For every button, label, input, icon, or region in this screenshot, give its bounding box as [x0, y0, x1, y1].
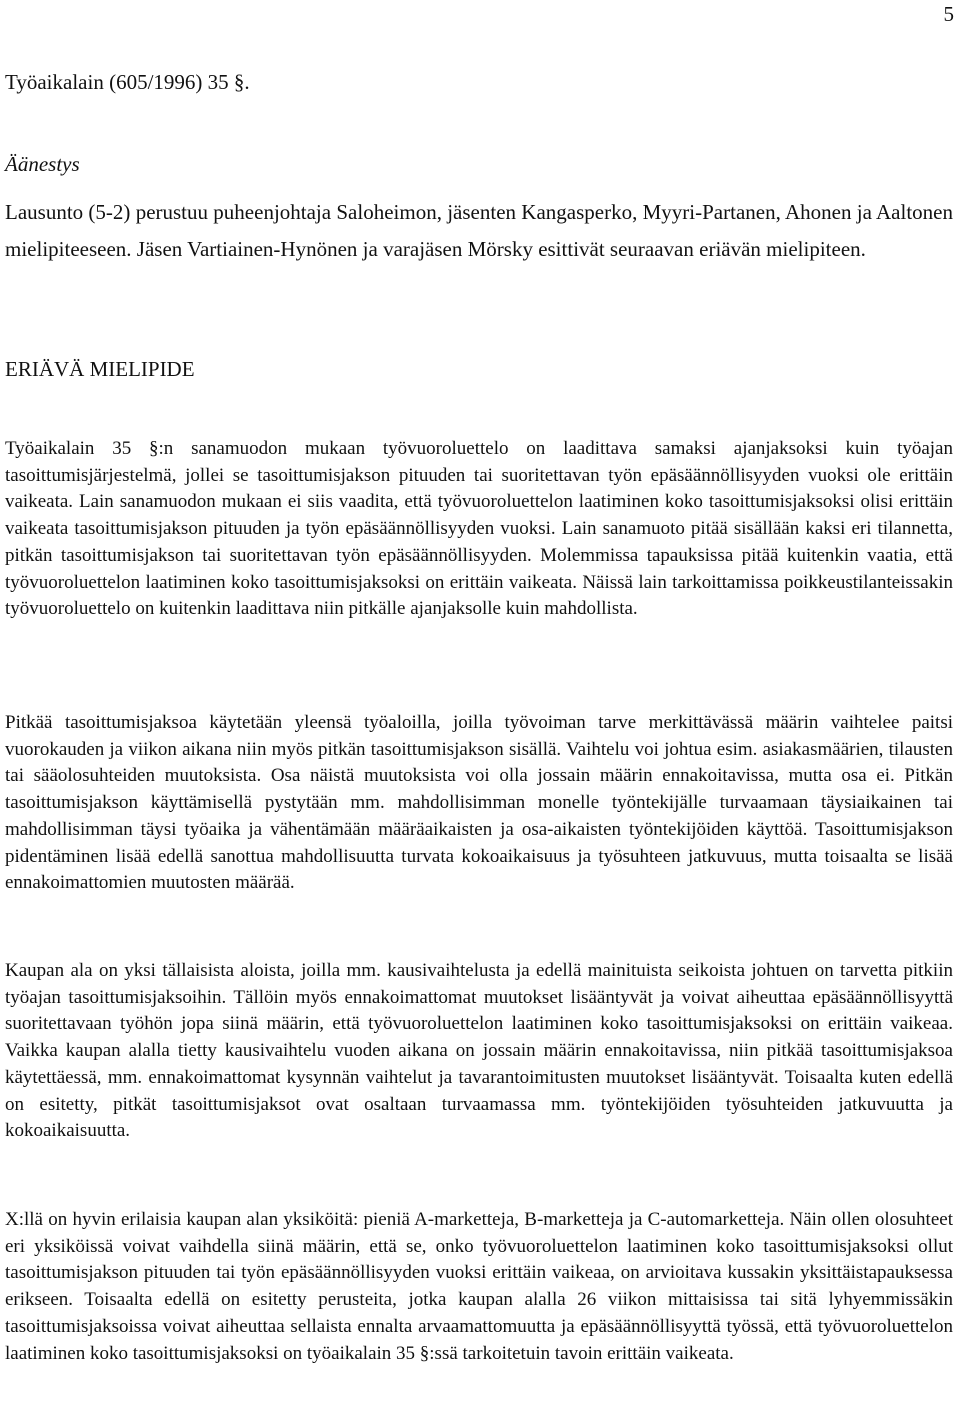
vote-paragraph: Lausunto (5-2) perustuu puheenjohtaja Saloheimon, jäsenten Kangasperko, Myyri-Partanen, Ahonen ja Aaltonen mielipiteeseen. Jäsen Vartiainen-Hynönen ja varajäsen Mörsky esittivät seuraavan eriävän mielipiteen.	[5, 200, 953, 262]
dissent-heading: ERIÄVÄ MIELIPIDE	[5, 357, 195, 381]
vote-heading: Äänestys	[5, 152, 80, 176]
law-reference: Työaikalain (605/1996) 35 §.	[5, 70, 250, 94]
dissent-paragraph-3: Kaupan ala on yksi tällaisista aloista, joilla mm. kausivaihtelusta ja edellä mainituista seikoista johtuen on tarvetta pitkiin työajan tasoittumisjaksoihin. Tällöin myös ennakoimattomat muutokset lisääntyvät ja voivat aiheuttaa epäsäännöllisyyttä suoritettavaan työhön jopa siinä määrin, että työvuoroluettelon laatiminen koko tasoittumisjaksoksi on erittäin vaikeaa. Vaikka kaupan alalla tietty kausivaihtelu vuoden aikana on jossain määrin ennakoitavissa, niin pitkää tasoittumisjaksoa käytettäessä, mm. ennakoimattomat kysynnän vaihtelut ja tavarantoimitusten muutokset lisääntyvät. Toisaalta kuten edellä on esitetty, pitkät tasoittumisjaksot ovat osaltaan turvaamassa mm. työntekijöiden työsuhteiden jatkuvuutta ja kokoaikaisuutta.	[5, 960, 953, 1142]
page-number: 5	[943, 2, 954, 26]
dissent-paragraph-1: Työaikalain 35 §:n sanamuodon mukaan työvuoroluettelo on laadittava samaksi ajanjaksoksi kuin työajan tasoittumisjärjestelmä, jollei se tasoittumisjakson pituuden tai suoritettavan työn epäsäännöllisyyden vuoksi ole erittäin vaikeata. Lain sanamuodon mukaan ei siis vaadita, että työvuoroluettelon laatiminen koko tasoittumisjaksoksi olisi erittäin vaikeata tasoittumisjakson pituuden ja työn epäsäännöllisyyden vuoksi. Lain sanamuoto pitää sisällään kaksi eri tilannetta, pitkän tasoittumisjakson tai suoritettavan työn epäsäännöllisyyden. Molemmissa tapauksissa pitää kuitenkin vaatia, että työvuoroluettelon laatiminen koko tasoittumisjaksoksi on erittäin vaikeata. Näissä lain tarkoittamissa poikkeustilanteissakin työvuoroluettelo on kuitenkin laadittava niin pitkälle ajanjaksolle kuin mahdollista.	[5, 438, 953, 620]
dissent-paragraph-2: Pitkää tasoittumisjaksoa käytetään yleensä työaloilla, joilla työvoiman tarve merkittävässä määrin vaihtelee paitsi vuorokauden ja viikon aikana niin myös pitkän tasoittumisjakson sisällä. Vaihtelu voi johtua esim. asiakasmäärien, tilausten tai sääolosuhteiden muutoksista. Osa näistä muutoksista voi olla jossain määrin ennakoitavissa, mutta osa ei. Pitkän tasoittumisjakson käyttämisellä pystytään mm. mahdollisimman monelle työntekijälle turvaamaan täysiaikainen tai mahdollisimman täysi työaika ja vähentämään määräaikaisten ja osa-aikaisten työntekijöiden käyttöä. Tasoittumisjakson pidentäminen lisää edellä sanottua mahdollisuutta turvata kokoaikaisuus ja työsuhteen jatkuvuus, mutta toisaalta se lisää ennakoimattomien muutosten määrää.	[5, 712, 953, 894]
dissent-paragraph-4: X:llä on hyvin erilaisia kaupan alan yksiköitä: pieniä A-marketteja, B-marketteja ja C-automarketteja. Näin ollen olosuhteet eri yksiköissä voivat vaihdella siinä määrin, että se, onko työvuoroluettelon laatiminen koko tasoittumisjaksoksi ollut tasoittumisjakson pituuden tai työn epäsäännöllisyyden vuoksi erittäin vaikeaa, on arvioitava kussakin yksittäistapauksessa erikseen. Toisaalta edellä on esitetty perusteita, jotka kaupan alalla 26 viikon mittaisissa tai sitä lyhyemmissäkin tasoittumisjaksoissa voivat aiheuttaa sellaista ennalta arvaamattomuutta ja epäsäännöllisyyttä työssä, että työvuoroluettelon laatiminen koko tasoittumisjaksoksi on työaikalain 35 §:ssä tarkoitetuin tavoin erittäin vaikeata.	[5, 1209, 953, 1364]
